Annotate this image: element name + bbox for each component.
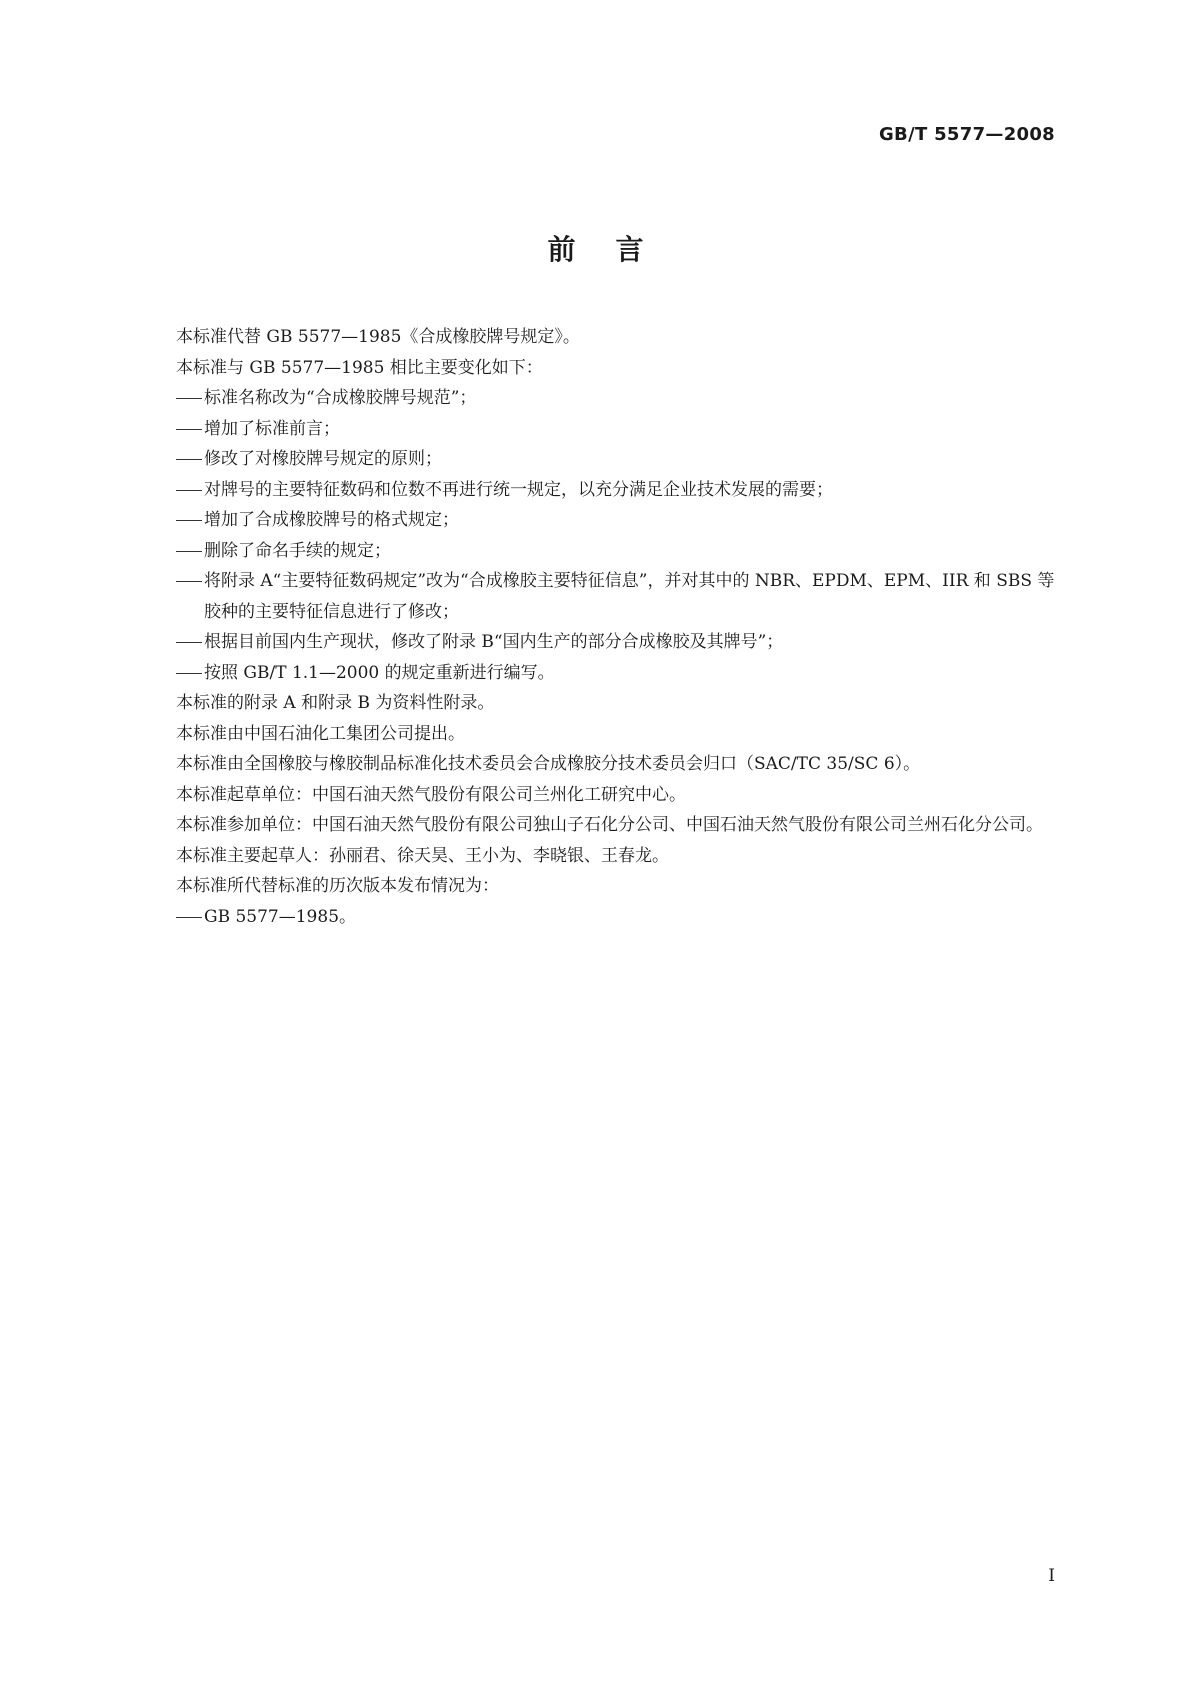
list-item-text: 标准名称改为“合成橡胶牌号规范”； — [204, 388, 477, 408]
list-item — [136, 566, 1056, 627]
paragraph: 本标准与 GB 5577—1985 相比主要变化如下： — [176, 357, 543, 378]
list-item-text: 按照 GB/T 1.1—2000 的规定重新进行编写。 — [204, 662, 555, 683]
dash-marker — [176, 505, 204, 536]
dash-marker — [176, 475, 204, 506]
list-item-text: 删除了命名手续的规定； — [204, 540, 391, 561]
list-item — [136, 444, 1056, 475]
paragraph: 本标准由全国橡胶与橡胶制品标准化技术委员会合成橡胶分技术委员会归口（SAC/TC 35/SC 6）。 — [176, 754, 921, 774]
dash-marker — [176, 627, 204, 658]
paragraph: 本标准由中国石油化工集团公司提出。 — [176, 723, 465, 744]
list-item — [136, 658, 1056, 689]
page-title: 前言 — [547, 233, 684, 266]
list-item-text: 增加了标准前言； — [204, 418, 340, 439]
list-item — [136, 383, 1056, 414]
page-number: I — [1048, 1566, 1055, 1586]
paragraph: 本标准参加单位：中国石油天然气股份有限公司独山子石化分公司、中国石油天然气股份有限公司兰州石化分公司。 — [176, 815, 1043, 835]
standard-number: GB/T 5577—2008 — [878, 124, 1055, 145]
dash-marker — [176, 566, 204, 627]
dash-marker — [176, 902, 204, 933]
dash-marker — [176, 383, 204, 414]
dash-marker — [176, 444, 204, 475]
dash-marker — [176, 658, 204, 689]
list-item — [136, 536, 1056, 567]
list-item-text: GB 5577—1985。 — [204, 906, 357, 927]
list-item — [136, 902, 1056, 933]
paragraph: 本标准的附录 A 和附录 B 为资料性附录。 — [176, 693, 495, 713]
list-item-text: 将附录 A“主要特征数码规定”改为“合成橡胶主要特征信息”，并对其中的 NBR、EPDM、EPM、IIR 和 SBS 等胶种的主要特征信息进行了修改； — [204, 571, 1055, 622]
dash-marker — [176, 414, 204, 445]
list-item — [136, 627, 1056, 658]
foreword-body — [136, 322, 1056, 932]
paragraph: 本标准起草单位：中国石油天然气股份有限公司兰州化工研究中心。 — [176, 784, 686, 805]
list-item — [136, 505, 1056, 536]
list-item-text: 修改了对橡胶牌号规定的原则； — [204, 449, 442, 469]
list-item-text: 对牌号的主要特征数码和位数不再进行统一规定，以充分满足企业技术发展的需要； — [204, 479, 833, 500]
dash-marker — [176, 536, 204, 567]
list-item-text: 增加了合成橡胶牌号的格式规定； — [204, 510, 459, 530]
paragraph: 本标准所代替标准的历次版本发布情况为： — [176, 876, 499, 896]
list-item — [136, 414, 1056, 445]
paragraph: 本标准代替 GB 5577—1985《合成橡胶牌号规定》。 — [176, 327, 580, 347]
list-item-text: 根据目前国内生产现状，修改了附录 B“国内生产的部分合成橡胶及其牌号”； — [204, 632, 784, 652]
list-item — [136, 475, 1056, 506]
paragraph: 本标准主要起草人：孙丽君、徐天昊、王小为、李晓银、王春龙。 — [176, 845, 669, 866]
